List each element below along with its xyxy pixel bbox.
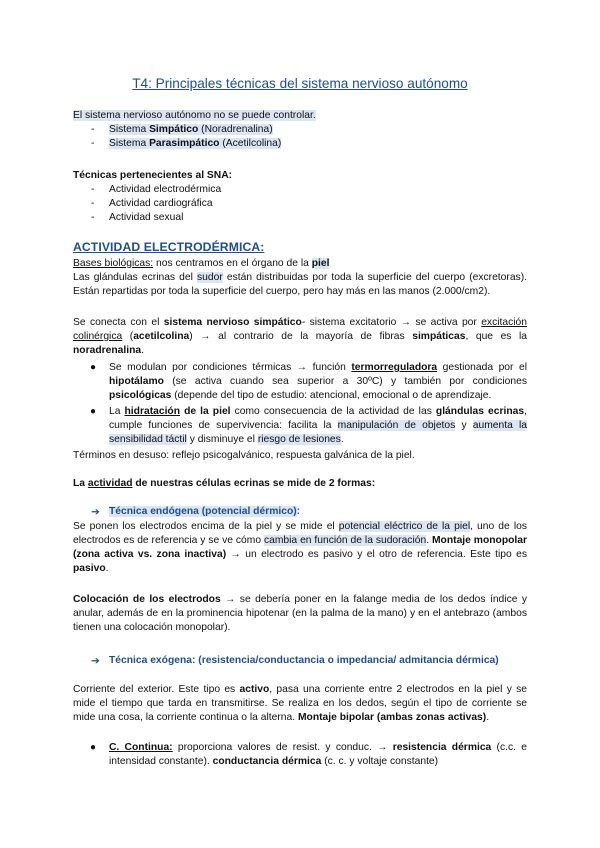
bullet-marker: ●	[90, 362, 97, 373]
dash-marker: -	[91, 138, 95, 149]
bullet-marker: ●	[90, 742, 97, 753]
paragraph-endogena: Se ponen los electrodos encima de la piel y se mide el potencial eléctrico de la piel, uno de los electrodos es de referencia y se ve cómo cambia en función de la sudoración. Montaje monopolar (zona activa vs. zona inactiva) → un electrodo es pasivo y el otro de referencia. Este tipo es pasivo.	[73, 521, 527, 574]
arrow-icon: ➔	[91, 506, 100, 518]
system-item-2: Sistema Parasimpático (Acetilcolina)	[109, 138, 282, 149]
tecnica-item-2: Actividad cardiográfica	[109, 198, 213, 209]
paragraph-exogena: Corriente del exterior. Este tipo es activo, pasa una corriente entre 2 electrodos en la piel y se mide el tiempo que tarda en transmitirse. Se realiza en los dedos, según el tipo de corriente se mide una cosa, la corriente continua o la alterna. Montaje bipolar (ambas zonas activas).	[73, 684, 527, 723]
tecnica-item-3: Actividad sexual	[109, 212, 184, 223]
system-item-1: Sistema Simpático (Noradrenalina)	[109, 124, 273, 135]
paragraph-glandulas: Las glándulas ecrinas del sudor están distribuidas por toda la superficie del cuerpo (excretoras). Están repartidas por toda la superficie del cuerpo, pero hay más en las manos (2.000/cm2).	[73, 272, 527, 297]
dash-marker: -	[91, 184, 95, 195]
bullet-termica: Se modulan por condiciones térmicas → función termorreguladora gestionada por el hipotálamo (se activa cuando sea superior a 30ºC) y también por condiciones psicológicas (depende del tipo de estudio: atencional, emocional o de aprendizaje.	[109, 362, 527, 401]
bullet-continua: C. Continua: proporciona valores de resist. y conduc. → resistencia dérmica (c.c. e intensidad constante). conductancia dérmica (c. c. y voltaje constante)	[109, 742, 527, 767]
intro-text: El sistema nervioso autónomo no se puede controlar.	[73, 110, 316, 121]
tecnicas-heading: Técnicas pertenecientes al SNA:	[73, 170, 233, 181]
paragraph-colocacion: Colocación de los electrodos → se debería poner en la falange media de los dedos índice y anular, además de en la prominencia hipotenar (en la palma de la mano) y en el antebrazo (ambos tienen una colocación monopolar).	[73, 594, 527, 633]
page-title: T4: Principales técnicas del sistema nervioso autónomo	[132, 76, 468, 91]
bullet-hidratacion: La hidratación de la piel como consecuencia de la actividad de las glándulas ecrinas, cumple funciones de supervivencia: facilita la manipulación de objetos y aumenta la sensibilidad táctil y disminuye el riesgo de lesiones.	[109, 406, 527, 445]
dash-marker: -	[91, 198, 95, 209]
arrow-icon: ➔	[91, 655, 100, 667]
tecnica-item-1: Actividad electrodérmica	[109, 184, 222, 195]
exogena-heading: Técnica exógena: (resistencia/conductancia o impedancia/ admitancia dérmica)	[109, 655, 499, 666]
section-heading: ACTIVIDAD ELECTRODÉRMICA:	[73, 240, 265, 254]
paragraph-simpatico: Se conecta con el sistema nervioso simpático- sistema excitatorio → se activa por excitación colinérgica (acetilcolina) → al contrario de la mayoría de fibras simpáticas, que es la noradrenalina.	[73, 317, 527, 356]
desuso-text: Términos en desuso: reflejo psicogalvánico, respuesta galvánica de la piel.	[73, 450, 415, 461]
dash-marker: -	[91, 124, 95, 135]
bases-line: Bases biológicas: nos centramos en el órgano de la piel	[73, 258, 330, 269]
bullet-marker: ●	[90, 406, 97, 417]
dash-marker: -	[91, 212, 95, 223]
endogena-heading: Técnica endógena (potencial dérmico):	[109, 506, 301, 517]
medida-heading: La actividad de nuestras células ecrinas se mide de 2 formas:	[73, 478, 376, 489]
